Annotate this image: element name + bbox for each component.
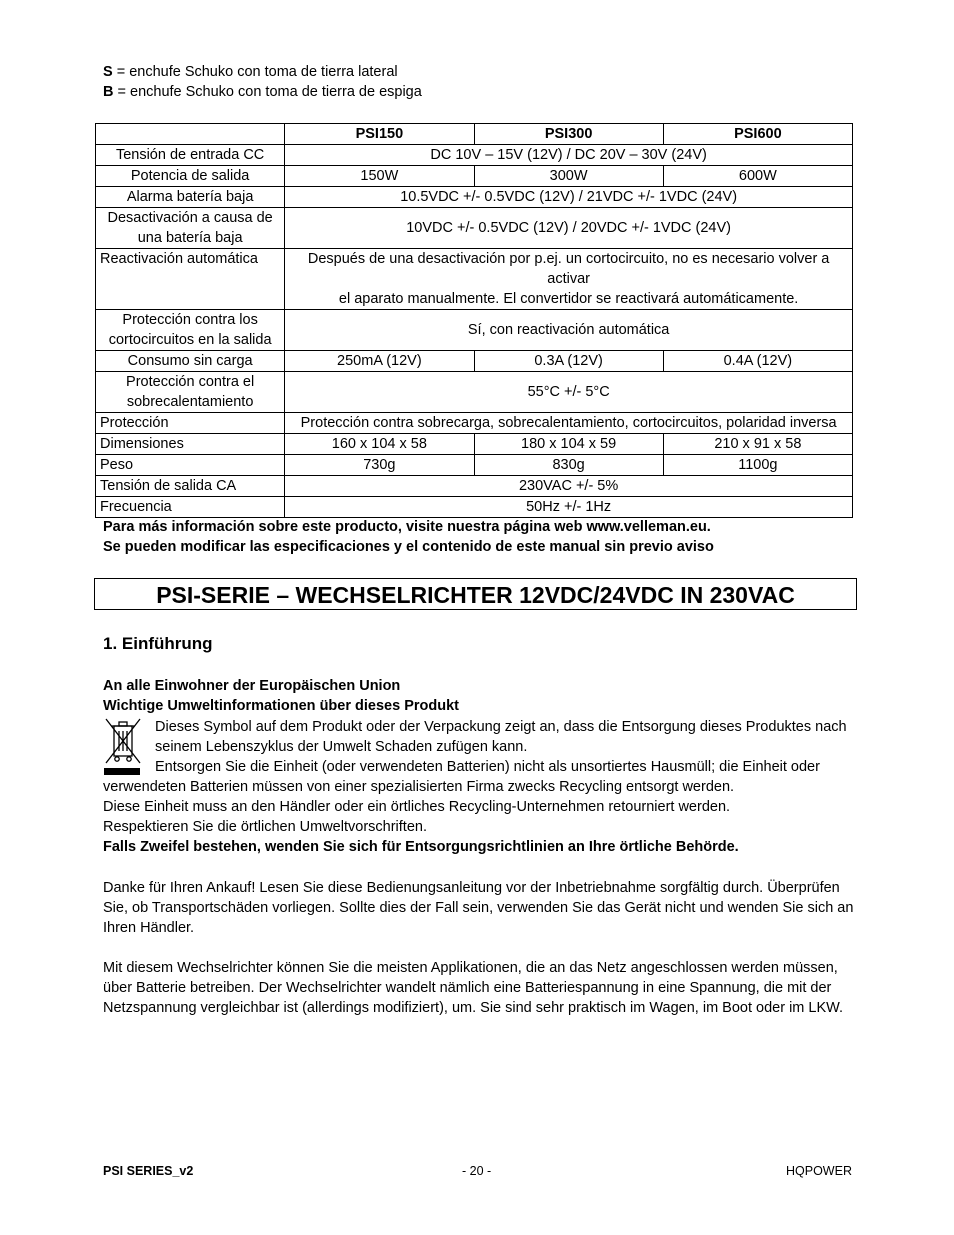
row-value: 300W <box>474 166 663 187</box>
row-label-line: Protección contra los <box>122 312 258 328</box>
row-value: 730g <box>285 455 474 476</box>
row-label: Reactivación automática <box>96 249 285 310</box>
footer-doc-id: PSI SERIES_v2 <box>103 1164 194 1178</box>
row-value <box>285 249 853 310</box>
weee-text-5: Diese Einheit muss an den Händler oder ein örtliches Recycling-Unternehmen retourniert werden. <box>103 799 731 815</box>
row-label: Consumo sin carga <box>96 351 285 372</box>
table-row <box>96 249 853 310</box>
row-label-line: una batería baja <box>137 230 243 246</box>
row-value: Protección contra sobrecarga, sobrecalentamiento, cortocircuitos, polaridad inversa <box>285 413 853 434</box>
thanks-text-1: Danke für Ihren Ankauf! Lesen Sie diese Bedienungsanleitung vor der Inbetriebnahme sorgfältig durch. Überprüfen <box>103 880 840 896</box>
footer-page-number: - 20 - <box>462 1164 492 1178</box>
plug-desc: = enchufe Schuko con toma de tierra lateral <box>112 64 398 80</box>
info-disclaimer: Se pueden modificar las especificaciones y el contenido de este manual sin previo aviso <box>103 539 714 555</box>
row-value: 830g <box>474 455 663 476</box>
table-row <box>96 497 853 518</box>
row-label: Frecuencia <box>96 497 285 518</box>
row-value: 230VAC +/- 5% <box>285 476 853 497</box>
row-value: 180 x 104 x 59 <box>474 434 663 455</box>
footer-brand: HQPOWER <box>786 1164 852 1178</box>
plug-key: S <box>103 64 113 80</box>
table-row <box>96 351 853 372</box>
table-row <box>96 166 853 187</box>
section-heading: 1. Einführung <box>103 634 213 653</box>
table-header-row <box>96 124 853 145</box>
row-value: 160 x 104 x 58 <box>285 434 474 455</box>
table-row <box>96 455 853 476</box>
weee-text-2: seinem Lebenszyklus der Umwelt Schaden zufügen kann. <box>155 739 528 755</box>
weee-bin-icon <box>102 717 142 777</box>
row-label <box>96 208 285 249</box>
row-value-line: Después de una desactivación por p.ej. un cortocircuito, no es necesario volver a activar <box>307 251 830 287</box>
weee-subtitle: Wichtige Umweltinformationen über dieses Produkt <box>103 698 459 714</box>
row-value: 150W <box>285 166 474 187</box>
thanks-text-3: Ihren Händler. <box>103 920 195 936</box>
table-row <box>96 372 853 413</box>
intro-text-2: über Batterie betreiben. Der Wechselrichter wandelt nämlich eine Batteriespannung in eine Spannung, die mit der <box>103 980 832 996</box>
row-value: 0.3A (12V) <box>474 351 663 372</box>
table-header-cell: PSI600 <box>663 124 852 145</box>
weee-text-6: Respektieren Sie die örtlichen Umweltvorschriften. <box>103 819 427 835</box>
intro-text-3: Netzspannung vergleichbar ist (allerdings modifiziert), um. Sie sind sehr praktisch im Wagen, im Boot oder im LKW. <box>103 1000 844 1016</box>
table-header-cell: PSI150 <box>285 124 474 145</box>
row-value: 10.5VDC +/- 0.5VDC (12V) / 21VDC +/- 1VDC (24V) <box>285 187 853 208</box>
row-label: Protección <box>96 413 285 434</box>
weee-text-7: Falls Zweifel bestehen, wenden Sie sich für Entsorgungsrichtlinien an Ihre örtliche Behörde. <box>103 839 739 855</box>
row-label: Alarma batería baja <box>96 187 285 208</box>
table-header-cell <box>96 124 285 145</box>
row-label-line: Desactivación a causa de <box>107 210 273 226</box>
row-label <box>96 310 285 351</box>
row-value: 1100g <box>663 455 852 476</box>
plug-note-b <box>103 82 422 102</box>
row-label: Tensión de salida CA <box>96 476 285 497</box>
table-row <box>96 434 853 455</box>
table-header-cell: PSI300 <box>474 124 663 145</box>
row-label: Potencia de salida <box>96 166 285 187</box>
table-row <box>96 208 853 249</box>
row-value: Sí, con reactivación automática <box>285 310 853 351</box>
section-banner: PSI-SERIE – WECHSELRICHTER 12VDC/24VDC IN 230VAC <box>94 578 857 610</box>
table-row <box>96 413 853 434</box>
weee-text-3: Entsorgen Sie die Einheit (oder verwendeten Batterien) nicht als unsortiertes Hausmüll; die Einheit oder <box>155 759 820 775</box>
weee-title: An alle Einwohner der Europäischen Union <box>103 678 401 694</box>
weee-text-1: Dieses Symbol auf dem Produkt oder der Verpackung zeigt an, dass die Entsorgung dieses Produktes nach <box>155 719 847 735</box>
table-row <box>96 476 853 497</box>
row-value: 55°C +/- 5°C <box>285 372 853 413</box>
row-value: 250mA (12V) <box>285 351 474 372</box>
spec-table <box>95 123 853 518</box>
table-row <box>96 310 853 351</box>
table-row <box>96 187 853 208</box>
plug-note-s <box>103 62 398 82</box>
row-label: Tensión de entrada CC <box>96 145 285 166</box>
row-value-line: el aparato manualmente. El convertidor se reactivará automáticamente. <box>338 291 799 307</box>
row-value: 0.4A (12V) <box>663 351 852 372</box>
row-label-line: Protección contra el <box>126 374 255 390</box>
row-value: 50Hz +/- 1Hz <box>285 497 853 518</box>
plug-key: B <box>103 84 114 100</box>
row-value: 10VDC +/- 0.5VDC (12V) / 20VDC +/- 1VDC (24V) <box>285 208 853 249</box>
row-label: Dimensiones <box>96 434 285 455</box>
weee-text-4: verwendeten Batterien müssen von einer spezialisierten Firma zwecks Recycling entsorgt werden. <box>103 779 735 795</box>
row-value: DC 10V – 15V (12V) / DC 20V – 30V (24V) <box>285 145 853 166</box>
thanks-text-2: Sie, ob Transportschäden vorliegen. Sollte dies der Fall sein, verwenden Sie das Gerät nicht und wenden Sie sich an <box>103 900 854 916</box>
row-label-line: sobrecalentamiento <box>126 394 254 410</box>
row-label: Peso <box>96 455 285 476</box>
intro-text-1: Mit diesem Wechselrichter können Sie die meisten Applikationen, die an das Netz angeschlossen werden müssen, <box>103 960 838 976</box>
row-value: 600W <box>663 166 852 187</box>
table-row <box>96 145 853 166</box>
row-label <box>96 372 285 413</box>
plug-desc: = enchufe Schuko con toma de tierra de espiga <box>113 84 422 100</box>
row-value: 210 x 91 x 58 <box>663 434 852 455</box>
row-label-line: cortocircuitos en la salida <box>108 332 272 348</box>
info-website: Para más información sobre este producto, visite nuestra página web www.velleman.eu. <box>103 519 711 535</box>
